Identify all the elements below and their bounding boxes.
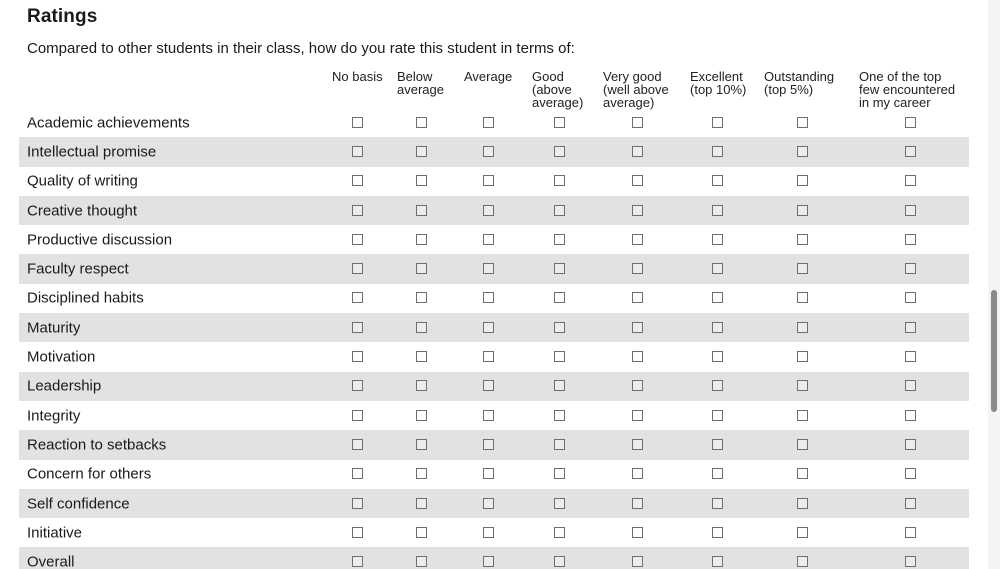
rating-checkbox[interactable]	[797, 527, 808, 538]
rating-checkbox[interactable]	[483, 556, 494, 567]
rating-checkbox[interactable]	[905, 117, 916, 128]
rating-checkbox[interactable]	[905, 292, 916, 303]
rating-row-label: Integrity	[27, 407, 81, 425]
rating-row-label: Intellectual promise	[27, 143, 157, 161]
ratings-grid	[19, 108, 969, 569]
rating-checkbox[interactable]	[905, 205, 916, 216]
rating-checkbox[interactable]	[554, 234, 565, 245]
rating-checkbox[interactable]	[352, 527, 363, 538]
rating-checkbox[interactable]	[712, 556, 723, 567]
vertical-scrollbar[interactable]	[988, 0, 1000, 569]
rating-checkbox[interactable]	[905, 322, 916, 333]
rating-checkbox[interactable]	[352, 351, 363, 362]
rating-checkbox[interactable]	[554, 146, 565, 157]
rating-checkbox[interactable]	[416, 234, 427, 245]
rating-checkbox[interactable]	[352, 439, 363, 450]
rating-checkbox[interactable]	[416, 292, 427, 303]
rating-row	[19, 401, 969, 430]
rating-checkbox[interactable]	[905, 498, 916, 509]
column-header: Very good (well above average)	[603, 69, 669, 110]
column-header: No basis	[332, 69, 383, 84]
rating-checkbox[interactable]	[632, 322, 643, 333]
rating-checkbox[interactable]	[797, 322, 808, 333]
rating-checkbox[interactable]	[483, 439, 494, 450]
column-header: Good (above average)	[532, 69, 584, 110]
rating-row	[19, 284, 969, 313]
rating-checkbox[interactable]	[352, 117, 363, 128]
rating-checkbox[interactable]	[712, 322, 723, 333]
rating-row	[19, 342, 969, 371]
rating-checkbox[interactable]	[554, 556, 565, 567]
rating-row	[19, 313, 969, 342]
rating-checkbox[interactable]	[416, 263, 427, 274]
rating-checkbox[interactable]	[632, 556, 643, 567]
rating-checkbox[interactable]	[483, 175, 494, 186]
rating-checkbox[interactable]	[352, 322, 363, 333]
rating-checkbox[interactable]	[632, 234, 643, 245]
rating-checkbox[interactable]	[416, 527, 427, 538]
column-header: Below average	[397, 69, 444, 97]
rating-checkbox[interactable]	[416, 146, 427, 157]
rating-checkbox[interactable]	[554, 117, 565, 128]
rating-checkbox[interactable]	[416, 498, 427, 509]
rating-checkbox[interactable]	[483, 205, 494, 216]
rating-checkbox[interactable]	[797, 234, 808, 245]
rating-checkbox[interactable]	[416, 410, 427, 421]
rating-row	[19, 372, 969, 401]
rating-checkbox[interactable]	[352, 380, 363, 391]
rating-checkbox[interactable]	[352, 205, 363, 216]
rating-checkbox[interactable]	[352, 234, 363, 245]
rating-checkbox[interactable]	[797, 263, 808, 274]
rating-checkbox[interactable]	[797, 351, 808, 362]
rating-checkbox[interactable]	[797, 439, 808, 450]
rating-checkbox[interactable]	[905, 175, 916, 186]
rating-checkbox[interactable]	[483, 263, 494, 274]
rating-checkbox[interactable]	[797, 117, 808, 128]
rating-checkbox[interactable]	[416, 175, 427, 186]
rating-checkbox[interactable]	[554, 351, 565, 362]
rating-checkbox[interactable]	[416, 322, 427, 333]
column-header: One of the top few encountered in my career	[859, 69, 956, 110]
rating-row-label: Quality of writing	[27, 172, 138, 190]
rating-checkbox[interactable]	[712, 263, 723, 274]
rating-checkbox[interactable]	[797, 556, 808, 567]
rating-checkbox[interactable]	[632, 410, 643, 421]
rating-row	[19, 430, 969, 459]
rating-checkbox[interactable]	[712, 205, 723, 216]
rating-checkbox[interactable]	[632, 380, 643, 391]
rating-checkbox[interactable]	[416, 205, 427, 216]
rating-checkbox[interactable]	[416, 468, 427, 479]
rating-row-label: Motivation	[27, 348, 96, 366]
rating-checkbox[interactable]	[632, 175, 643, 186]
rating-checkbox[interactable]	[483, 468, 494, 479]
rating-row-label: Self confidence	[27, 495, 130, 512]
rating-checkbox[interactable]	[905, 263, 916, 274]
rating-row-label: Leadership	[27, 377, 102, 395]
rating-checkbox[interactable]	[554, 498, 565, 509]
rating-row-label: Overall	[27, 553, 75, 569]
rating-checkbox[interactable]	[352, 498, 363, 509]
rating-checkbox[interactable]	[905, 439, 916, 450]
scrollbar-thumb[interactable]	[991, 290, 997, 412]
rating-checkbox[interactable]	[712, 351, 723, 362]
rating-checkbox[interactable]	[712, 234, 723, 245]
rating-checkbox[interactable]	[712, 410, 723, 421]
rating-checkbox[interactable]	[483, 322, 494, 333]
rating-checkbox[interactable]	[905, 234, 916, 245]
rating-row-label: Reaction to setbacks	[27, 436, 167, 454]
rating-checkbox[interactable]	[632, 146, 643, 157]
rating-checkbox[interactable]	[483, 146, 494, 157]
rating-checkbox[interactable]	[797, 410, 808, 421]
rating-checkbox[interactable]	[416, 556, 427, 567]
rating-checkbox[interactable]	[797, 292, 808, 303]
rating-checkbox[interactable]	[483, 234, 494, 245]
rating-row-label: Academic achievements	[27, 114, 190, 132]
rating-row-label: Initiative	[27, 524, 83, 542]
rating-checkbox[interactable]	[712, 146, 723, 157]
rating-checkbox[interactable]	[712, 439, 723, 450]
rating-checkbox[interactable]	[632, 527, 643, 538]
rating-row	[19, 489, 969, 518]
rating-checkbox[interactable]	[632, 117, 643, 128]
rating-checkbox[interactable]	[712, 117, 723, 128]
rating-checkbox[interactable]	[416, 117, 427, 128]
rating-checkbox[interactable]	[483, 498, 494, 509]
rating-checkbox[interactable]	[554, 205, 565, 216]
rating-checkbox[interactable]	[797, 205, 808, 216]
rating-row-label: Productive discussion	[27, 231, 173, 249]
rating-row-label: Disciplined habits	[27, 289, 144, 307]
rating-checkbox[interactable]	[632, 468, 643, 479]
rating-checkbox[interactable]	[554, 468, 565, 479]
rating-checkbox[interactable]	[632, 205, 643, 216]
rating-checkbox[interactable]	[712, 468, 723, 479]
rating-checkbox[interactable]	[352, 263, 363, 274]
rating-row	[19, 225, 969, 254]
rating-checkbox[interactable]	[352, 292, 363, 303]
column-header: Excellent (top 10%)	[690, 69, 747, 97]
rating-row	[19, 196, 969, 225]
rating-checkbox[interactable]	[554, 322, 565, 333]
rating-checkbox[interactable]	[632, 498, 643, 509]
rating-checkbox[interactable]	[416, 351, 427, 362]
section-title: Ratings	[27, 6, 98, 27]
rating-checkbox[interactable]	[483, 292, 494, 303]
rating-row-label: Faculty respect	[27, 260, 129, 278]
rating-checkbox[interactable]	[483, 351, 494, 362]
rating-checkbox[interactable]	[554, 410, 565, 421]
rating-checkbox[interactable]	[712, 292, 723, 303]
rating-row-label: Maturity	[27, 319, 81, 337]
rating-checkbox[interactable]	[554, 175, 565, 186]
rating-checkbox[interactable]	[483, 117, 494, 128]
rating-checkbox[interactable]	[797, 468, 808, 479]
rating-checkbox[interactable]	[905, 146, 916, 157]
rating-checkbox[interactable]	[905, 410, 916, 421]
rating-checkbox[interactable]	[416, 380, 427, 391]
rating-checkbox[interactable]	[905, 527, 916, 538]
rating-checkbox[interactable]	[797, 380, 808, 391]
rating-checkbox[interactable]	[554, 292, 565, 303]
rating-checkbox[interactable]	[554, 439, 565, 450]
rating-checkbox[interactable]	[632, 439, 643, 450]
rating-checkbox[interactable]	[712, 498, 723, 509]
rating-checkbox[interactable]	[554, 380, 565, 391]
rating-row	[19, 547, 969, 569]
rating-checkbox[interactable]	[554, 527, 565, 538]
rating-checkbox[interactable]	[483, 410, 494, 421]
rating-checkbox[interactable]	[712, 175, 723, 186]
rating-row	[19, 137, 969, 166]
rating-checkbox[interactable]	[712, 527, 723, 538]
rating-row	[19, 254, 969, 283]
rating-checkbox[interactable]	[905, 556, 916, 567]
rating-checkbox[interactable]	[797, 498, 808, 509]
rating-row	[19, 167, 969, 196]
rating-checkbox[interactable]	[905, 380, 916, 391]
rating-checkbox[interactable]	[797, 175, 808, 186]
rating-row	[19, 460, 969, 489]
rating-checkbox[interactable]	[797, 146, 808, 157]
rating-question: Compared to other students in their class, how do you rate this student in terms of:	[27, 40, 575, 57]
rating-checkbox[interactable]	[905, 468, 916, 479]
rating-row-label: Creative thought	[27, 202, 138, 220]
rating-row-label: Concern for others	[27, 465, 152, 483]
rating-row	[19, 518, 969, 547]
rating-checkbox[interactable]	[483, 380, 494, 391]
rating-checkbox[interactable]	[416, 439, 427, 450]
column-header: Outstanding (top 5%)	[764, 69, 835, 97]
rating-checkbox[interactable]	[905, 351, 916, 362]
rating-checkbox[interactable]	[554, 263, 565, 274]
rating-checkbox[interactable]	[632, 263, 643, 274]
rating-checkbox[interactable]	[352, 410, 363, 421]
rating-checkbox[interactable]	[712, 380, 723, 391]
rating-checkbox[interactable]	[632, 351, 643, 362]
rating-row	[19, 108, 969, 137]
rating-checkbox[interactable]	[352, 468, 363, 479]
rating-checkbox[interactable]	[632, 292, 643, 303]
rating-checkbox[interactable]	[352, 146, 363, 157]
rating-checkbox[interactable]	[352, 556, 363, 567]
rating-checkbox[interactable]	[352, 175, 363, 186]
rating-checkbox[interactable]	[483, 527, 494, 538]
column-header: Average	[464, 69, 513, 84]
